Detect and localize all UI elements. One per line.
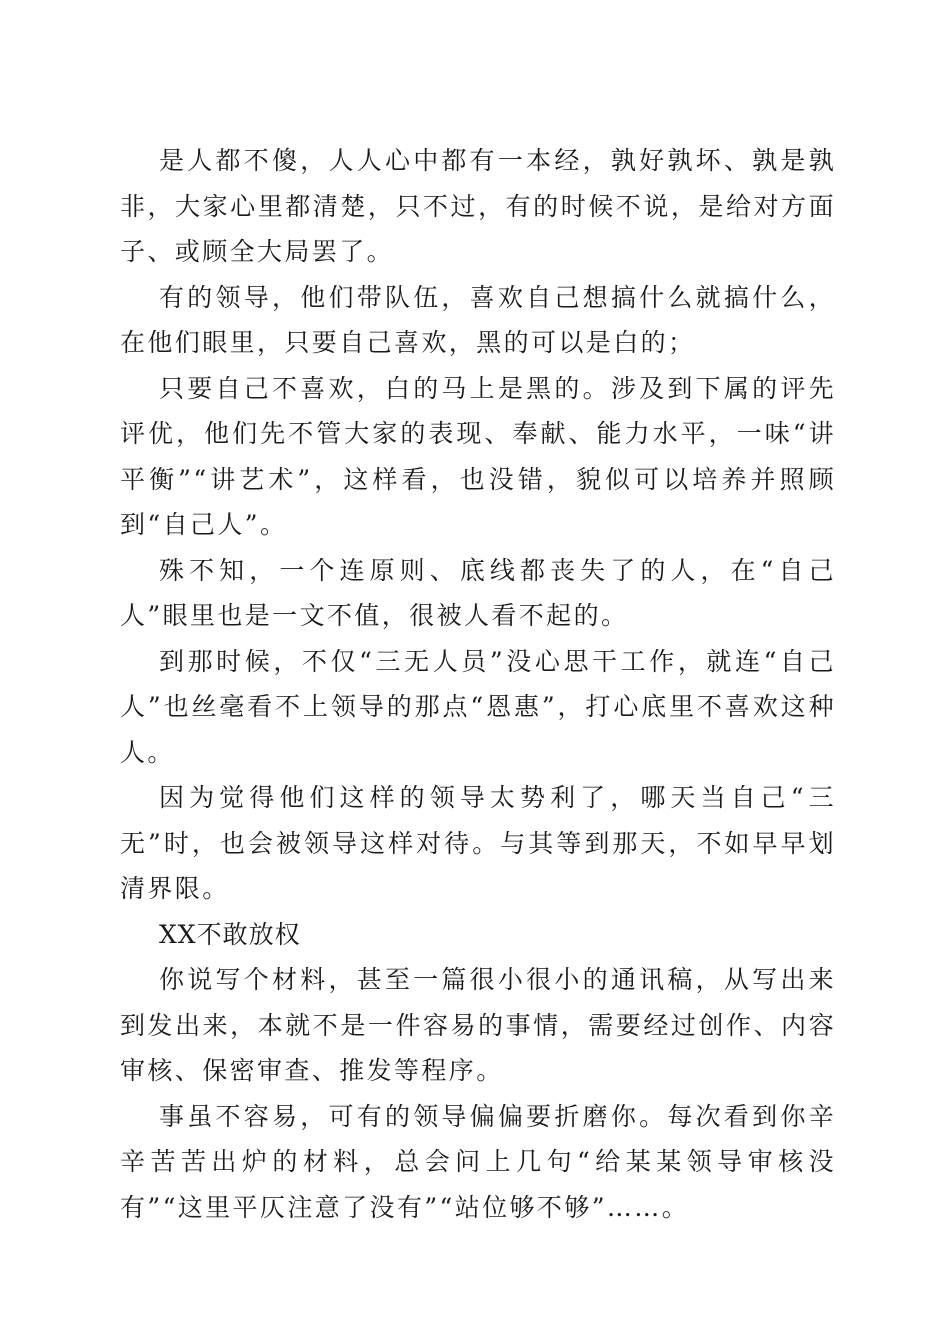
document-body bbox=[120, 138, 836, 1230]
paragraph-5: 到那时候，不仅“三无人员”没心思干工作，就连“自己人”也丝毫看不上领导的那点“恩惠”，打心底里不喜欢这种人。 bbox=[120, 646, 836, 767]
paragraph-1: 是人都不傻，人人心中都有一本经，孰好孰坏、孰是孰非，大家心里都清楚，只不过，有的时候不说，是给对方面子、或顾全大局罢了。 bbox=[120, 146, 836, 266]
paragraph-6: 因为觉得他们这样的领导太势利了，哪天当自己“三无”时，也会被领导这样对待。与其等到那天，不如早早划清界限。 bbox=[120, 783, 836, 903]
paragraph-2: 有的领导，他们带队伍，喜欢自己想搞什么就搞什么，在他们眼里，只要自己喜欢，黑的可以是白的； bbox=[120, 282, 836, 357]
paragraph-3: 只要自己不喜欢，白的马上是黑的。涉及到下属的评先评优，他们先不管大家的表现、奉献、能力水平，一味“讲平衡”“讲艺术”，这样看，也没错，貌似可以培养并照顾到“自己人”。 bbox=[120, 373, 836, 539]
paragraph-4: 殊不知，一个连原则、底线都丧失了的人，在“自己人”眼里也是一文不值，很被人看不起的。 bbox=[120, 555, 836, 630]
paragraph-7: 你说写个材料，甚至一篇很小很小的通讯稿，从写出来到发出来，本就不是一件容易的事情，需要经过创作、内容审核、保密审查、推发等程序。 bbox=[120, 965, 836, 1085]
paragraph-8: 事虽不容易，可有的领导偏偏要折磨你。每次看到你辛辛苦苦出炉的材料，总会问上几句“给某某领导审核没有”“这里平仄注意了没有”“站位够不够”……。 bbox=[120, 1101, 836, 1222]
section-heading: XX不敢放权 bbox=[159, 919, 301, 949]
